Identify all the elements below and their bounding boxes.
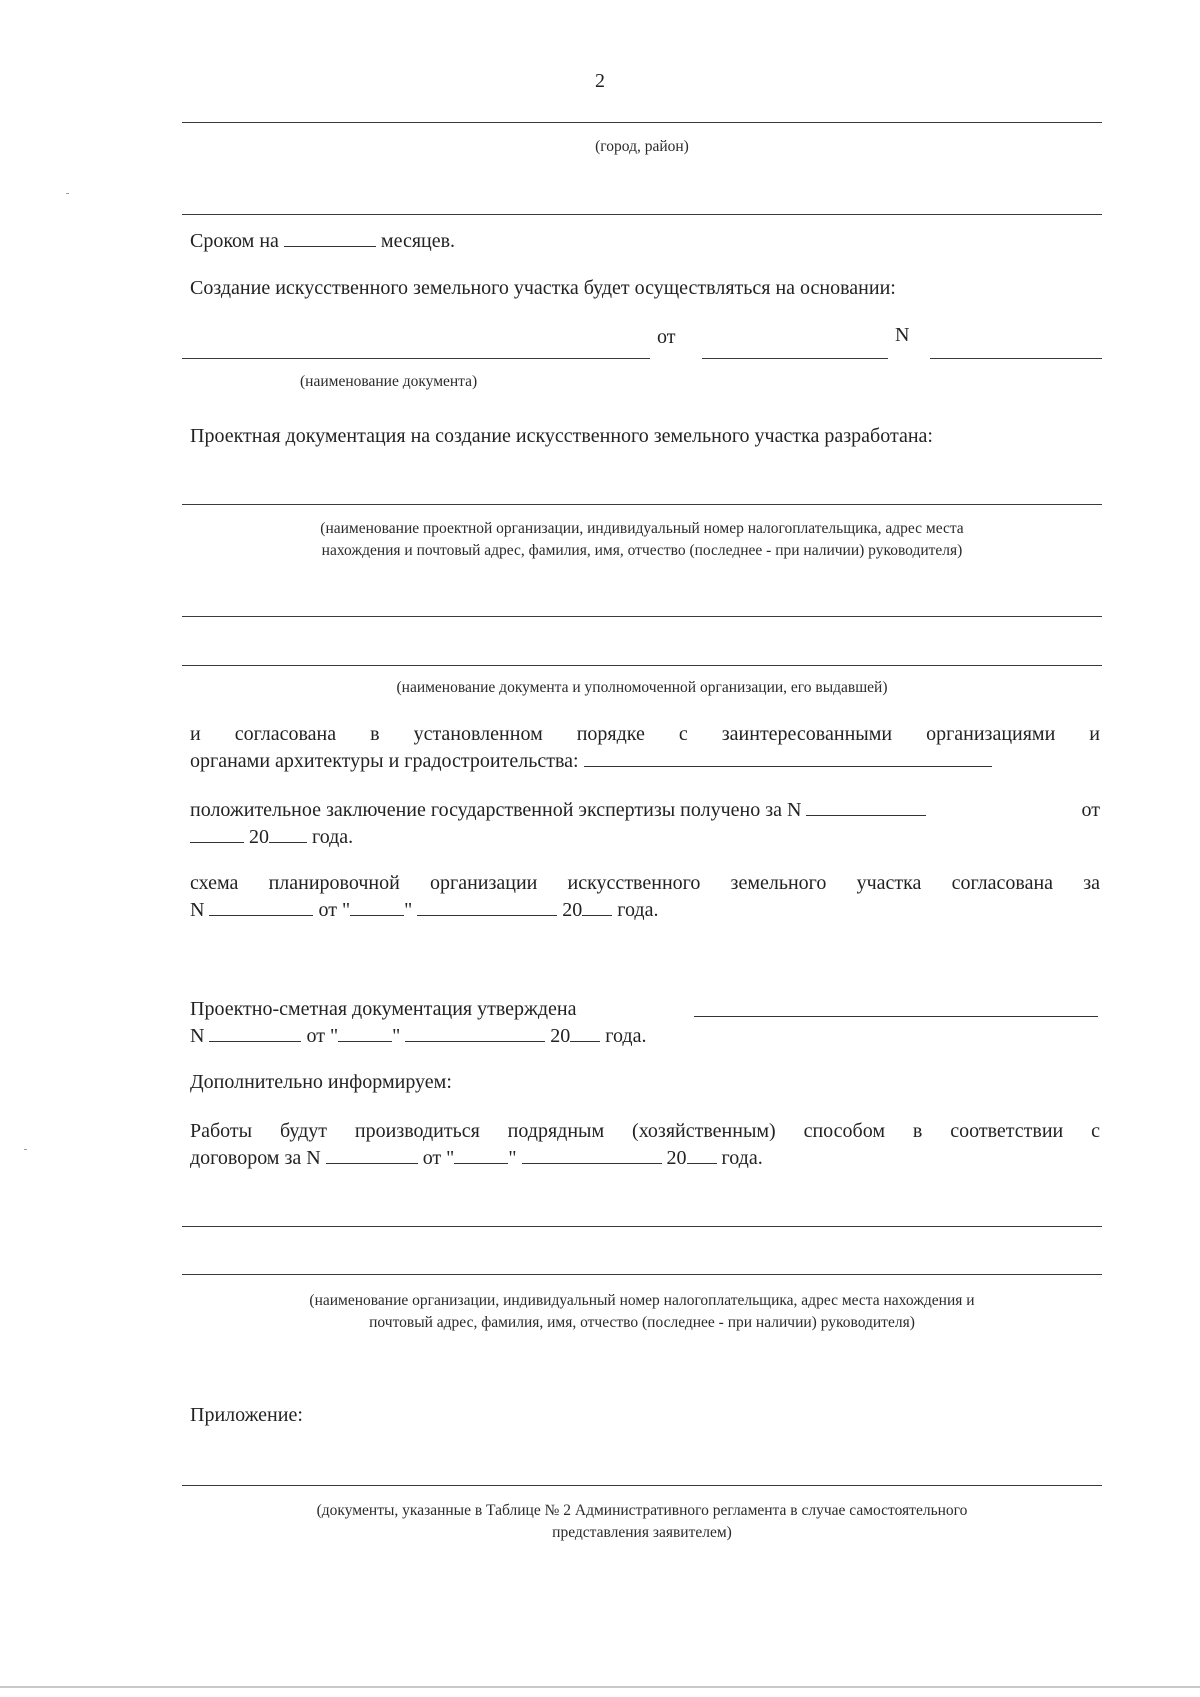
- estimate-day-field[interactable]: [338, 1023, 392, 1042]
- estimate-line1: [190, 996, 1100, 1023]
- works-from-label: от: [422, 1147, 442, 1169]
- contractor-organization-caption-line1: (наименование организации, индивидуальный номер налогоплательщика, адрес места нахождения и: [309, 1292, 975, 1309]
- estimate-from-label: от: [306, 1025, 325, 1047]
- planning-number-field[interactable]: [209, 897, 313, 916]
- estimate-quote-close: ": [392, 1025, 401, 1047]
- expertise-number-field[interactable]: [806, 797, 926, 816]
- planning-year-field[interactable]: [582, 897, 612, 916]
- expertise-line2: [190, 824, 1100, 851]
- estimate-n-label: N: [190, 1025, 205, 1047]
- planning-n-label: N: [190, 899, 205, 921]
- works-year-prefix: 20: [666, 1147, 687, 1169]
- estimate-line2: [190, 1023, 1100, 1050]
- blank-line[interactable]: [182, 616, 1102, 617]
- attachment-label: Приложение:: [190, 1404, 303, 1426]
- blank-line[interactable]: [182, 1274, 1102, 1275]
- expertise-line1: [190, 797, 1100, 824]
- expertise-year-prefix: 20: [249, 826, 269, 848]
- works-month-field[interactable]: [522, 1145, 662, 1164]
- blank-line[interactable]: [182, 214, 1102, 215]
- expertise-year-field[interactable]: [269, 824, 307, 843]
- design-heading: Проектная документация на создание искусственного земельного участка разработана:: [190, 425, 933, 447]
- basis-date-field[interactable]: [702, 358, 888, 359]
- contractor-organization-caption-line2: почтовый адрес, фамилия, имя, отчество (последнее - при наличии) руководителя): [369, 1314, 915, 1331]
- term-months-field[interactable]: [284, 228, 376, 247]
- design-organization-field[interactable]: [182, 504, 1102, 505]
- works-year-suffix: года.: [721, 1147, 763, 1169]
- planning-day-field[interactable]: [350, 897, 404, 916]
- estimate-year-prefix: 20: [550, 1025, 571, 1047]
- issuing-document-field[interactable]: [182, 665, 1102, 666]
- scan-bottom-edge: [0, 1686, 1200, 1688]
- term-suffix: месяцев.: [380, 230, 456, 252]
- design-organization-caption-line2: нахождения и почтовый адрес, фамилия, имя, отчество (последнее - при наличии) руководителя): [321, 542, 963, 559]
- planning-quote-close: ": [404, 899, 413, 921]
- contractor-organization-field[interactable]: [182, 1226, 1102, 1227]
- scan-speck: [24, 1149, 27, 1150]
- expertise-day-field[interactable]: [190, 824, 244, 843]
- architecture-approval-field[interactable]: [584, 748, 992, 767]
- scan-speck: [66, 193, 69, 194]
- planning-line2: [190, 897, 1100, 924]
- basis-document-name-field[interactable]: [182, 358, 650, 359]
- basis-from-label: от: [657, 326, 676, 348]
- estimate-year-field[interactable]: [570, 1023, 600, 1042]
- issuing-document-caption: (наименование документа и уполномоченной организации, его выдавшей): [396, 679, 888, 696]
- planning-quote-open: ": [341, 899, 351, 921]
- city-district-caption: (город, район): [595, 138, 689, 155]
- estimate-year-suffix: года.: [605, 1025, 647, 1047]
- works-line1: Работы будут производиться подрядным (хозяйственным) способом в соответствии с: [190, 1120, 1100, 1142]
- planning-year-suffix: года.: [617, 899, 659, 921]
- expertise-from-label: от: [1081, 799, 1100, 821]
- term-prefix: Сроком на: [190, 230, 279, 252]
- city-district-line[interactable]: [182, 122, 1102, 123]
- works-year-field[interactable]: [687, 1145, 717, 1164]
- works-quote-close: ": [508, 1147, 517, 1169]
- design-organization-caption-line1: (наименование проектной организации, индивидуальный номер налогоплательщика, адрес места: [320, 520, 964, 537]
- works-day-field[interactable]: [454, 1145, 508, 1164]
- contractor-organization-caption: [182, 1290, 1102, 1334]
- page-number: 2: [595, 70, 605, 92]
- attachment-field[interactable]: [182, 1485, 1102, 1486]
- estimate-month-field[interactable]: [405, 1023, 545, 1042]
- agreed-line1: и согласована в установленном порядке с заинтересованными организациями и: [190, 723, 1100, 745]
- expertise-year-suffix: года.: [312, 826, 354, 848]
- attachment-caption-line1: (документы, указанные в Таблице № 2 Административного регламента в случае самостоятельного: [316, 1502, 968, 1519]
- additional-info-label: Дополнительно информируем:: [190, 1071, 452, 1093]
- works-line2: [190, 1145, 1100, 1172]
- works-contract-number-field[interactable]: [326, 1145, 418, 1164]
- works-quote-open: ": [446, 1147, 455, 1169]
- planning-from-label: от: [318, 899, 337, 921]
- agreed-line2-text: органами архитектуры и градостроительства:: [190, 750, 579, 772]
- estimate-text: Проектно-сметная документация утверждена: [190, 998, 577, 1020]
- document-name-caption: (наименование документа): [300, 373, 478, 390]
- estimate-quote-open: ": [329, 1025, 339, 1047]
- agreed-line2: [190, 748, 1100, 775]
- estimate-number-field[interactable]: [209, 1023, 301, 1042]
- term-row: [190, 228, 1100, 255]
- basis-number-field[interactable]: [930, 358, 1102, 359]
- basis-number-label: N: [895, 324, 910, 346]
- planning-line1: схема планировочной организации искусственного земельного участка согласована за: [190, 872, 1100, 894]
- expertise-text: положительное заключение государственной экспертизы получено за N: [190, 799, 802, 821]
- attachment-caption-line2: представления заявителем): [552, 1524, 732, 1541]
- works-contract-prefix: договором за N: [190, 1147, 321, 1169]
- estimate-approval-field[interactable]: [694, 998, 1098, 1017]
- attachment-caption: [182, 1500, 1102, 1544]
- planning-month-field[interactable]: [417, 897, 557, 916]
- basis-heading: Создание искусственного земельного участка будет осуществляться на основании:: [190, 277, 896, 299]
- design-organization-caption: [182, 518, 1102, 562]
- planning-year-prefix: 20: [562, 899, 583, 921]
